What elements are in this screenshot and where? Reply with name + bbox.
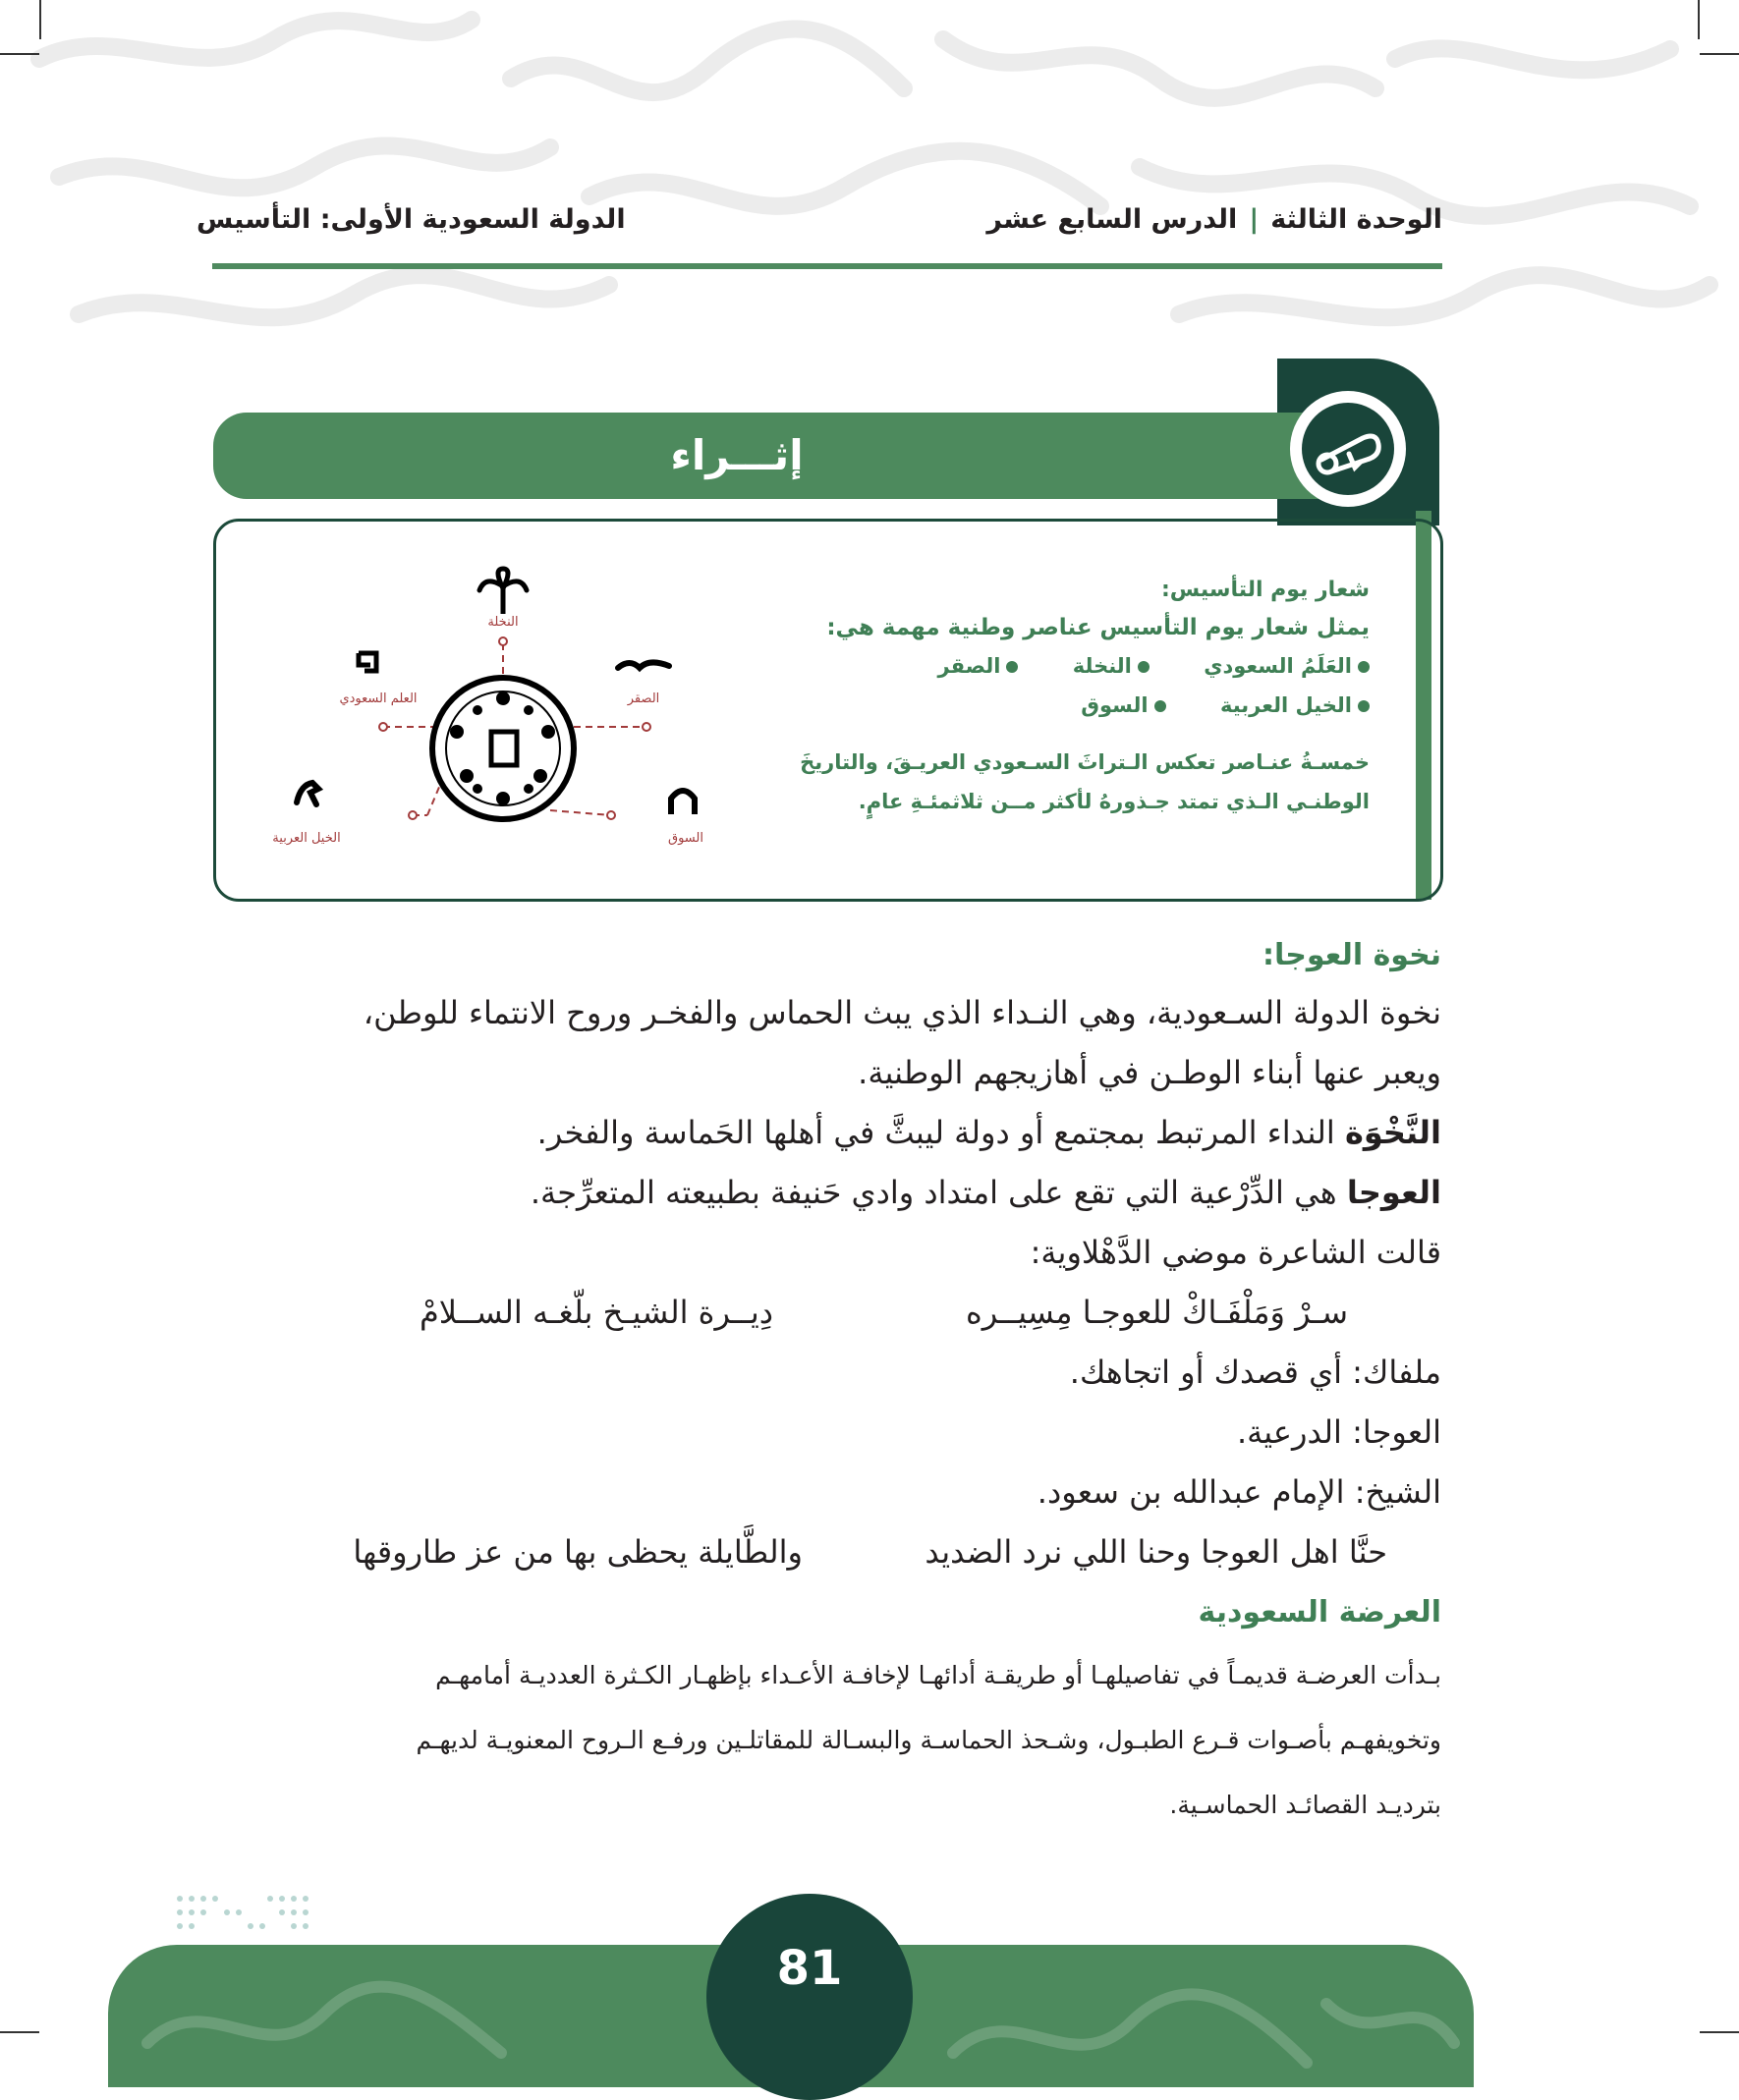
- unit-label: الوحدة الثالثة: [1270, 204, 1442, 235]
- crop-mark: [0, 53, 39, 55]
- list-item: العَلَمُ السعودي: [1204, 654, 1370, 678]
- palm-label: النخلة: [487, 615, 519, 630]
- paragraph: قالت الشاعرة موضي الدَّهْلاوية:: [1030, 1234, 1441, 1271]
- poem-verse: [203, 1283, 1441, 1343]
- desc-line-2: الوطنـي الـذي تمتد جـذورهُ لأكثر مــن ثلاثمئـةِ عامٍ.: [858, 790, 1370, 813]
- logo-description: [682, 578, 1370, 829]
- section-heading-nakhwa: نخوة العوجا:: [1262, 938, 1441, 972]
- paragraph: نخوة الدولة السـعودية، وهي النـداء الذي يبث الحماس والفخـر وروح الانتماء للوطن،: [363, 994, 1441, 1031]
- lesson-body: [203, 928, 1441, 1838]
- page-header: [196, 204, 1442, 244]
- logo-subheading: يمثل شعار يوم التأسيس عناصر وطنية مهمة هي:: [826, 615, 1370, 640]
- flag-label: العلم السعودي: [339, 691, 418, 706]
- list-item: الصقر: [938, 654, 1019, 678]
- gloss-line: العوجا: الدرعية.: [1236, 1413, 1441, 1451]
- list-item: السوق: [1081, 693, 1165, 717]
- definition-nakhwa: النَّخْوَة النداء المرتبط بمجتمع أو دولة ليبثَّ في أهلها الحَماسة والفخر.: [536, 1114, 1441, 1151]
- desc-line-1: خمسـةُ عنـاصر تعكس الـتراثَ السـعودي العريـقَ، والتاريخَ: [800, 750, 1370, 774]
- market-icon: [671, 791, 695, 814]
- paragraph: بـدأت العرضـة قديمـاً في تفاصيلهـا أو طريقـة أدائهـا لإخافـة الأعـداء بإظهـار الكـثرة العدديـة أمامهـم: [435, 1661, 1441, 1689]
- verse-half: والطَّايلة يحظى بها من عز طاروقها: [353, 1533, 803, 1571]
- verse-half: دِيــرة الشيـخ بلّغـه الســلامْ: [419, 1294, 773, 1331]
- horse-label: الخيل العربية: [272, 831, 341, 846]
- page-number: 81: [706, 1894, 913, 2100]
- unit-lesson-heading: [986, 204, 1442, 235]
- crop-mark: [1698, 0, 1700, 39]
- header-separator: |: [1249, 204, 1260, 235]
- paragraph: ويعبر عنها أبناء الوطـن في أهازيجهم الوطنية.: [858, 1054, 1441, 1091]
- elements-row-1: [682, 654, 1370, 693]
- market-label: السوق: [668, 831, 703, 846]
- verse-half: حنَّا اهل العوجا وحنا اللي نرد الضديد: [925, 1533, 1387, 1571]
- horse-icon: [297, 783, 318, 804]
- gloss-line: ملفاك: أي قصدك أو اتجاهك.: [1069, 1354, 1441, 1391]
- crop-mark: [0, 2031, 39, 2033]
- list-item: الخيل العربية: [1220, 693, 1370, 717]
- dots-logo: [172, 1891, 319, 1935]
- lesson-label: الدرس السابع عشر: [986, 204, 1238, 235]
- scroll-icon: [1302, 403, 1394, 495]
- flag-icon: [359, 653, 376, 671]
- paragraph: بترديـد القصائـد الحماسـية.: [1169, 1791, 1441, 1819]
- poem-verse: [203, 1522, 1441, 1582]
- palm-icon: [479, 569, 527, 614]
- verse-half: سـرْ وَمَلْفَـاكْ للعوجـا مِسِيــره: [966, 1294, 1348, 1331]
- crop-mark: [39, 0, 41, 39]
- foundation-day-logo: [255, 565, 717, 859]
- elements-row-2: [682, 693, 1370, 750]
- topic-heading: الدولة السعودية الأولى: التأسيس: [196, 204, 626, 235]
- section-heading-ardha: العرضة السعودية: [1198, 1595, 1441, 1630]
- crop-mark: [1700, 2031, 1739, 2033]
- falcon-icon: [618, 662, 669, 668]
- logo-emblem: [432, 678, 574, 819]
- enrichment-title: إثـــراء: [670, 431, 804, 479]
- header-divider: [212, 263, 1442, 269]
- logo-heading: شعار يوم التأسيس:: [1160, 578, 1370, 602]
- paragraph: وتخويفهـم بأصـوات قـرع الطبـول، وشـحذ الحماسـة والبسـالة للمقاتلـين ورفـع الـروح المعنويـة لديهـم: [416, 1726, 1441, 1754]
- gloss-line: الشيخ: الإمام عبدالله بن سعود.: [1037, 1473, 1441, 1511]
- definition-awja: العوجا هي الدِّرْعية التي تقع على امتداد وادي حَنيفة بطبيعته المتعرِّجة.: [530, 1174, 1441, 1211]
- list-item: النخلة: [1073, 654, 1150, 678]
- falcon-label: الصقر: [627, 691, 660, 706]
- crop-mark: [1700, 53, 1739, 55]
